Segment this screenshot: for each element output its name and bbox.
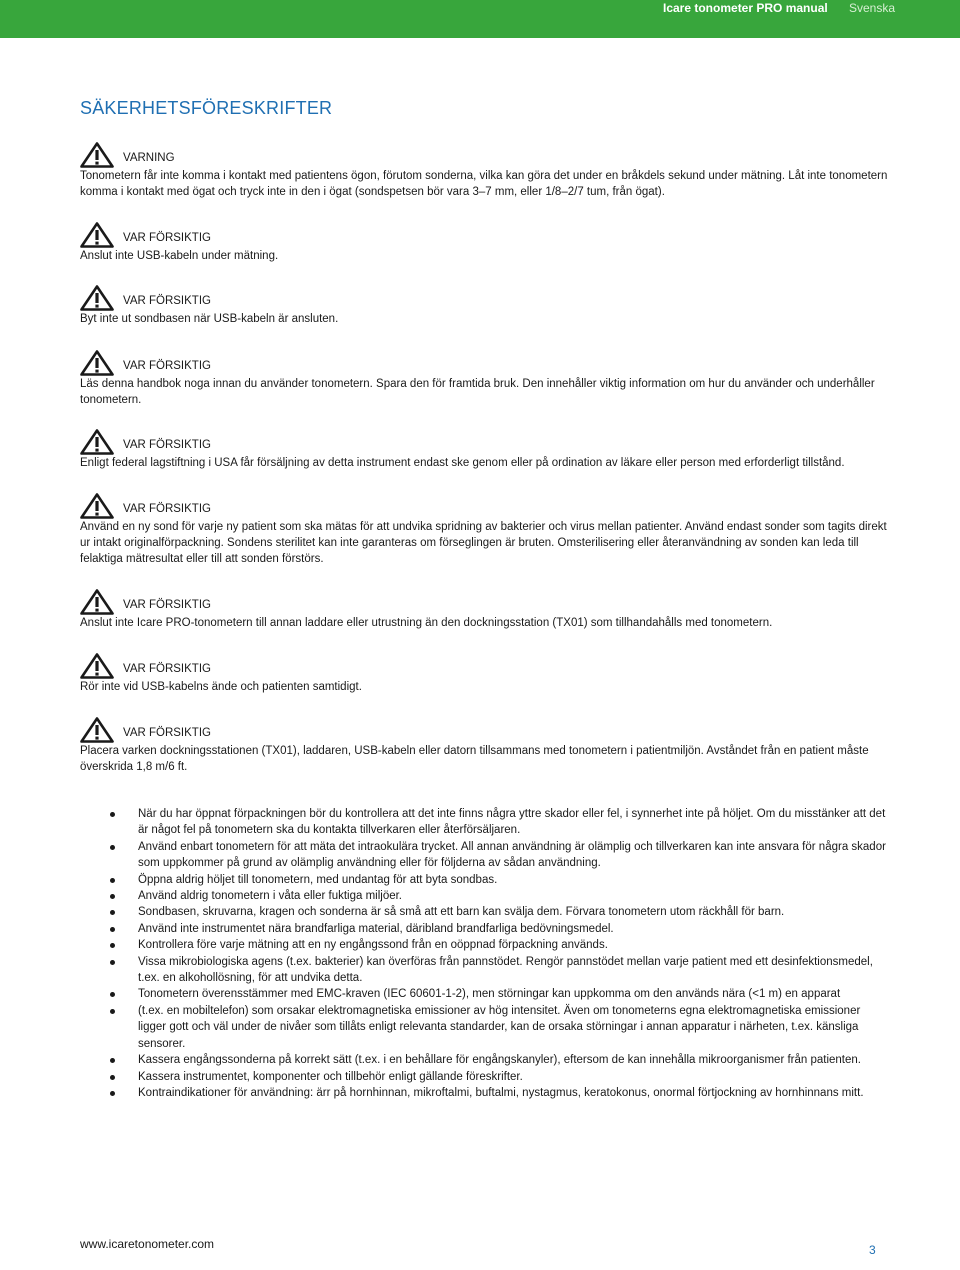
list-item-text: Kontrollera före varje mätning att en ny engångssond från en oöppnad förpackning används. [138,939,608,952]
warning-block [80,285,890,327]
warning-triangle-icon [80,142,114,168]
warning-triangle-icon [80,717,114,743]
list-item [80,954,890,987]
warning-text: Byt inte ut sondbasen när USB-kabeln är ansluten. [80,313,339,325]
list-item-text: Kassera engångssonderna på korrekt sätt (t.ex. i en behållare för engångskanyler), eftersom de kan innehålla mikroorganismer från patienten. [138,1054,861,1067]
bullet-icon [110,894,115,899]
list-item-text: Använd inte instrumentet nära brandfarliga material, däribland brandfarliga bedövningsmedel. [138,922,614,935]
list-item [80,986,890,1002]
list-item [80,1052,890,1068]
warning-label: VARNING [123,152,175,164]
list-item [80,888,890,904]
list-item-text: Använd enbart tonometern för att mäta det intraokulära trycket. All annan användning är olämplig och tillverkaren kan inte ansvara för några skador som uppkommer på grund av olämplig användning eller för följderna av sådan användning. [138,840,886,870]
warning-block [80,589,890,631]
bullet-icon [110,927,115,932]
header-bar [0,0,960,38]
warning-triangle-icon [80,653,114,679]
list-item-text: Använd aldrig tonometern i våta eller fuktiga miljöer. [138,890,403,903]
list-item [80,921,890,937]
bullet-icon [110,1009,115,1014]
warning-triangle-icon [80,429,114,455]
bullet-icon [110,812,115,817]
list-item-text: Kassera instrumentet, komponenter och tillbehör enligt gällande föreskrifter. [138,1070,523,1083]
warning-header [80,429,890,455]
safety-bullet-list [80,806,890,1101]
warning-text: Placera varken dockningsstationen (TX01), laddaren, USB-kabeln eller datorn tillsammans med tonometern i patientmiljön. Avståndet från en patient måste överskrida 1,8 m/6 ft. [80,745,869,773]
warning-text: Rör inte vid USB-kabelns ände och patienten samtidigt. [80,681,362,693]
warning-label: VAR FÖRSIKTIG [123,295,211,307]
warning-triangle-icon [80,589,114,615]
list-item [80,937,890,953]
warning-label: VAR FÖRSIKTIG [123,727,211,739]
warning-block [80,429,890,471]
warning-block [80,717,890,775]
list-item [80,904,890,920]
list-item [80,1003,890,1052]
warning-block [80,653,890,695]
bullet-icon [110,845,115,850]
bullet-icon [110,1075,115,1080]
list-item-text: Vissa mikrobiologiska agens (t.ex. bakterier) kan överföras från pannstödet. Rengör pannstödet mellan varje patient med ett desinfektionsmedel, t.ex. en alkohollösning, för att undvika detta. [138,955,873,985]
warning-text: Läs denna handbok noga innan du använder tonometern. Spara den för framtida bruk. Den innehåller viktig information om hur du använder och underhåller tonometern. [80,378,875,406]
list-item-text: När du har öppnat förpackningen bör du kontrollera att det inte finns några yttre skador eller fel, i synnerhet inte på höljet. Om du misstänker att det är något fel på tonometern ska du kontakta tillverkaren eller återförsäljaren. [138,808,886,837]
warning-header [80,653,890,679]
language-label: Svenska [849,1,896,15]
list-item [80,1085,890,1101]
warning-block [80,222,890,264]
list-item-text: Sondbasen, skruvarna, kragen och sonderna är så små att ett barn kan svälja dem. Förvara tonometern utom räckhåll för barn. [138,906,785,919]
list-item-text: Tonometern överensstämmer med EMC-kraven (IEC 60601-1-2), men störningar kan uppkomma om den används nära (<1 m) en apparat [138,988,841,1001]
list-item [80,839,890,872]
bullet-icon [110,943,115,948]
warning-triangle-icon [80,285,114,311]
warning-label: VAR FÖRSIKTIG [123,360,211,372]
warning-header [80,350,890,376]
warning-triangle-icon [80,222,114,248]
bullet-icon [110,878,115,883]
warning-header [80,493,890,519]
manual-title: Icare tonometer PRO manual [663,1,828,15]
bullet-icon [110,1058,115,1063]
warning-text: Anslut inte Icare PRO-tonometern till annan laddare eller utrustning än den dockningsstation (TX01) som tillhandahålls med tonometern. [80,617,773,629]
warning-block [80,142,890,200]
footer-website[interactable]: www.icaretonometer.com [80,1237,215,1251]
warning-label: VAR FÖRSIKTIG [123,439,211,451]
warning-header [80,285,890,311]
list-item-text: Öppna aldrig höljet till tonometern, med undantag för att byta sondbas. [138,873,498,886]
warning-label: VAR FÖRSIKTIG [123,232,211,244]
bullet-icon [110,1091,115,1096]
warning-triangle-icon [80,493,114,519]
warning-header [80,222,890,248]
list-item [80,872,890,888]
warning-label: VAR FÖRSIKTIG [123,503,211,515]
warning-header [80,717,890,743]
list-item-text: (t.ex. en mobiltelefon) som orsakar elektromagnetiska emissioner av hög intensitet. Även om tonometerns egna elektromagnetiska emissioner ligger gott och väl under de nivåer som tillåts enligt relevanta standarder, kan de orsaka störningar i annan apparatur i närheten, t.ex. känsliga sensorer. [138,1004,861,1050]
warning-text: Tonometern får inte komma i kontakt med patientens ögon, förutom sonderna, vilka kan göra det under en bråkdels sekund under mätning. Låt inte tonometern komma i kontakt med ögat och tryck inte in den i ögat (sondspetsen bör vara 3–7 mm, eller 1/8–2/7 tum, från ögat). [80,170,888,198]
list-item-text: Kontraindikationer för användning: ärr på hornhinnan, mikroftalmi, buftalmi, nystagmus, keratokonus, onormal förtjockning av hornhinnans mitt. [138,1086,864,1099]
page-number: 3 [869,1243,876,1257]
list-item [80,806,890,839]
warning-triangle-icon [80,350,114,376]
warning-block [80,493,890,567]
warning-block [80,350,890,408]
warning-text: Använd en ny sond för varje ny patient som ska mätas för att undvika spridning av bakterier och virus mellan patienter. Använd endast sonder som tagits direkt ur intakt originalförpackning. Sondens sterilitet kan inte garanteras om förseglingen är bruten. Omsterilisering eller återanvändning av sonden kan leda till felaktiga mätresultat eller till att sonden förstörs. [80,521,887,565]
warning-text: Anslut inte USB-kabeln under mätning. [80,250,279,262]
warning-text: Enligt federal lagstiftning i USA får försäljning av detta instrument endast ske genom eller på ordination av läkare eller person med erforderligt tillstånd. [80,457,845,469]
bullet-icon [110,992,115,997]
page-title: SÄKERHETSFÖRESKRIFTER [80,98,333,118]
warning-label: VAR FÖRSIKTIG [123,599,211,611]
list-item [80,1069,890,1085]
bullet-icon [110,960,115,965]
bullet-icon [110,910,115,915]
warning-header [80,589,890,615]
warning-header [80,142,890,168]
warning-label: VAR FÖRSIKTIG [123,663,211,675]
